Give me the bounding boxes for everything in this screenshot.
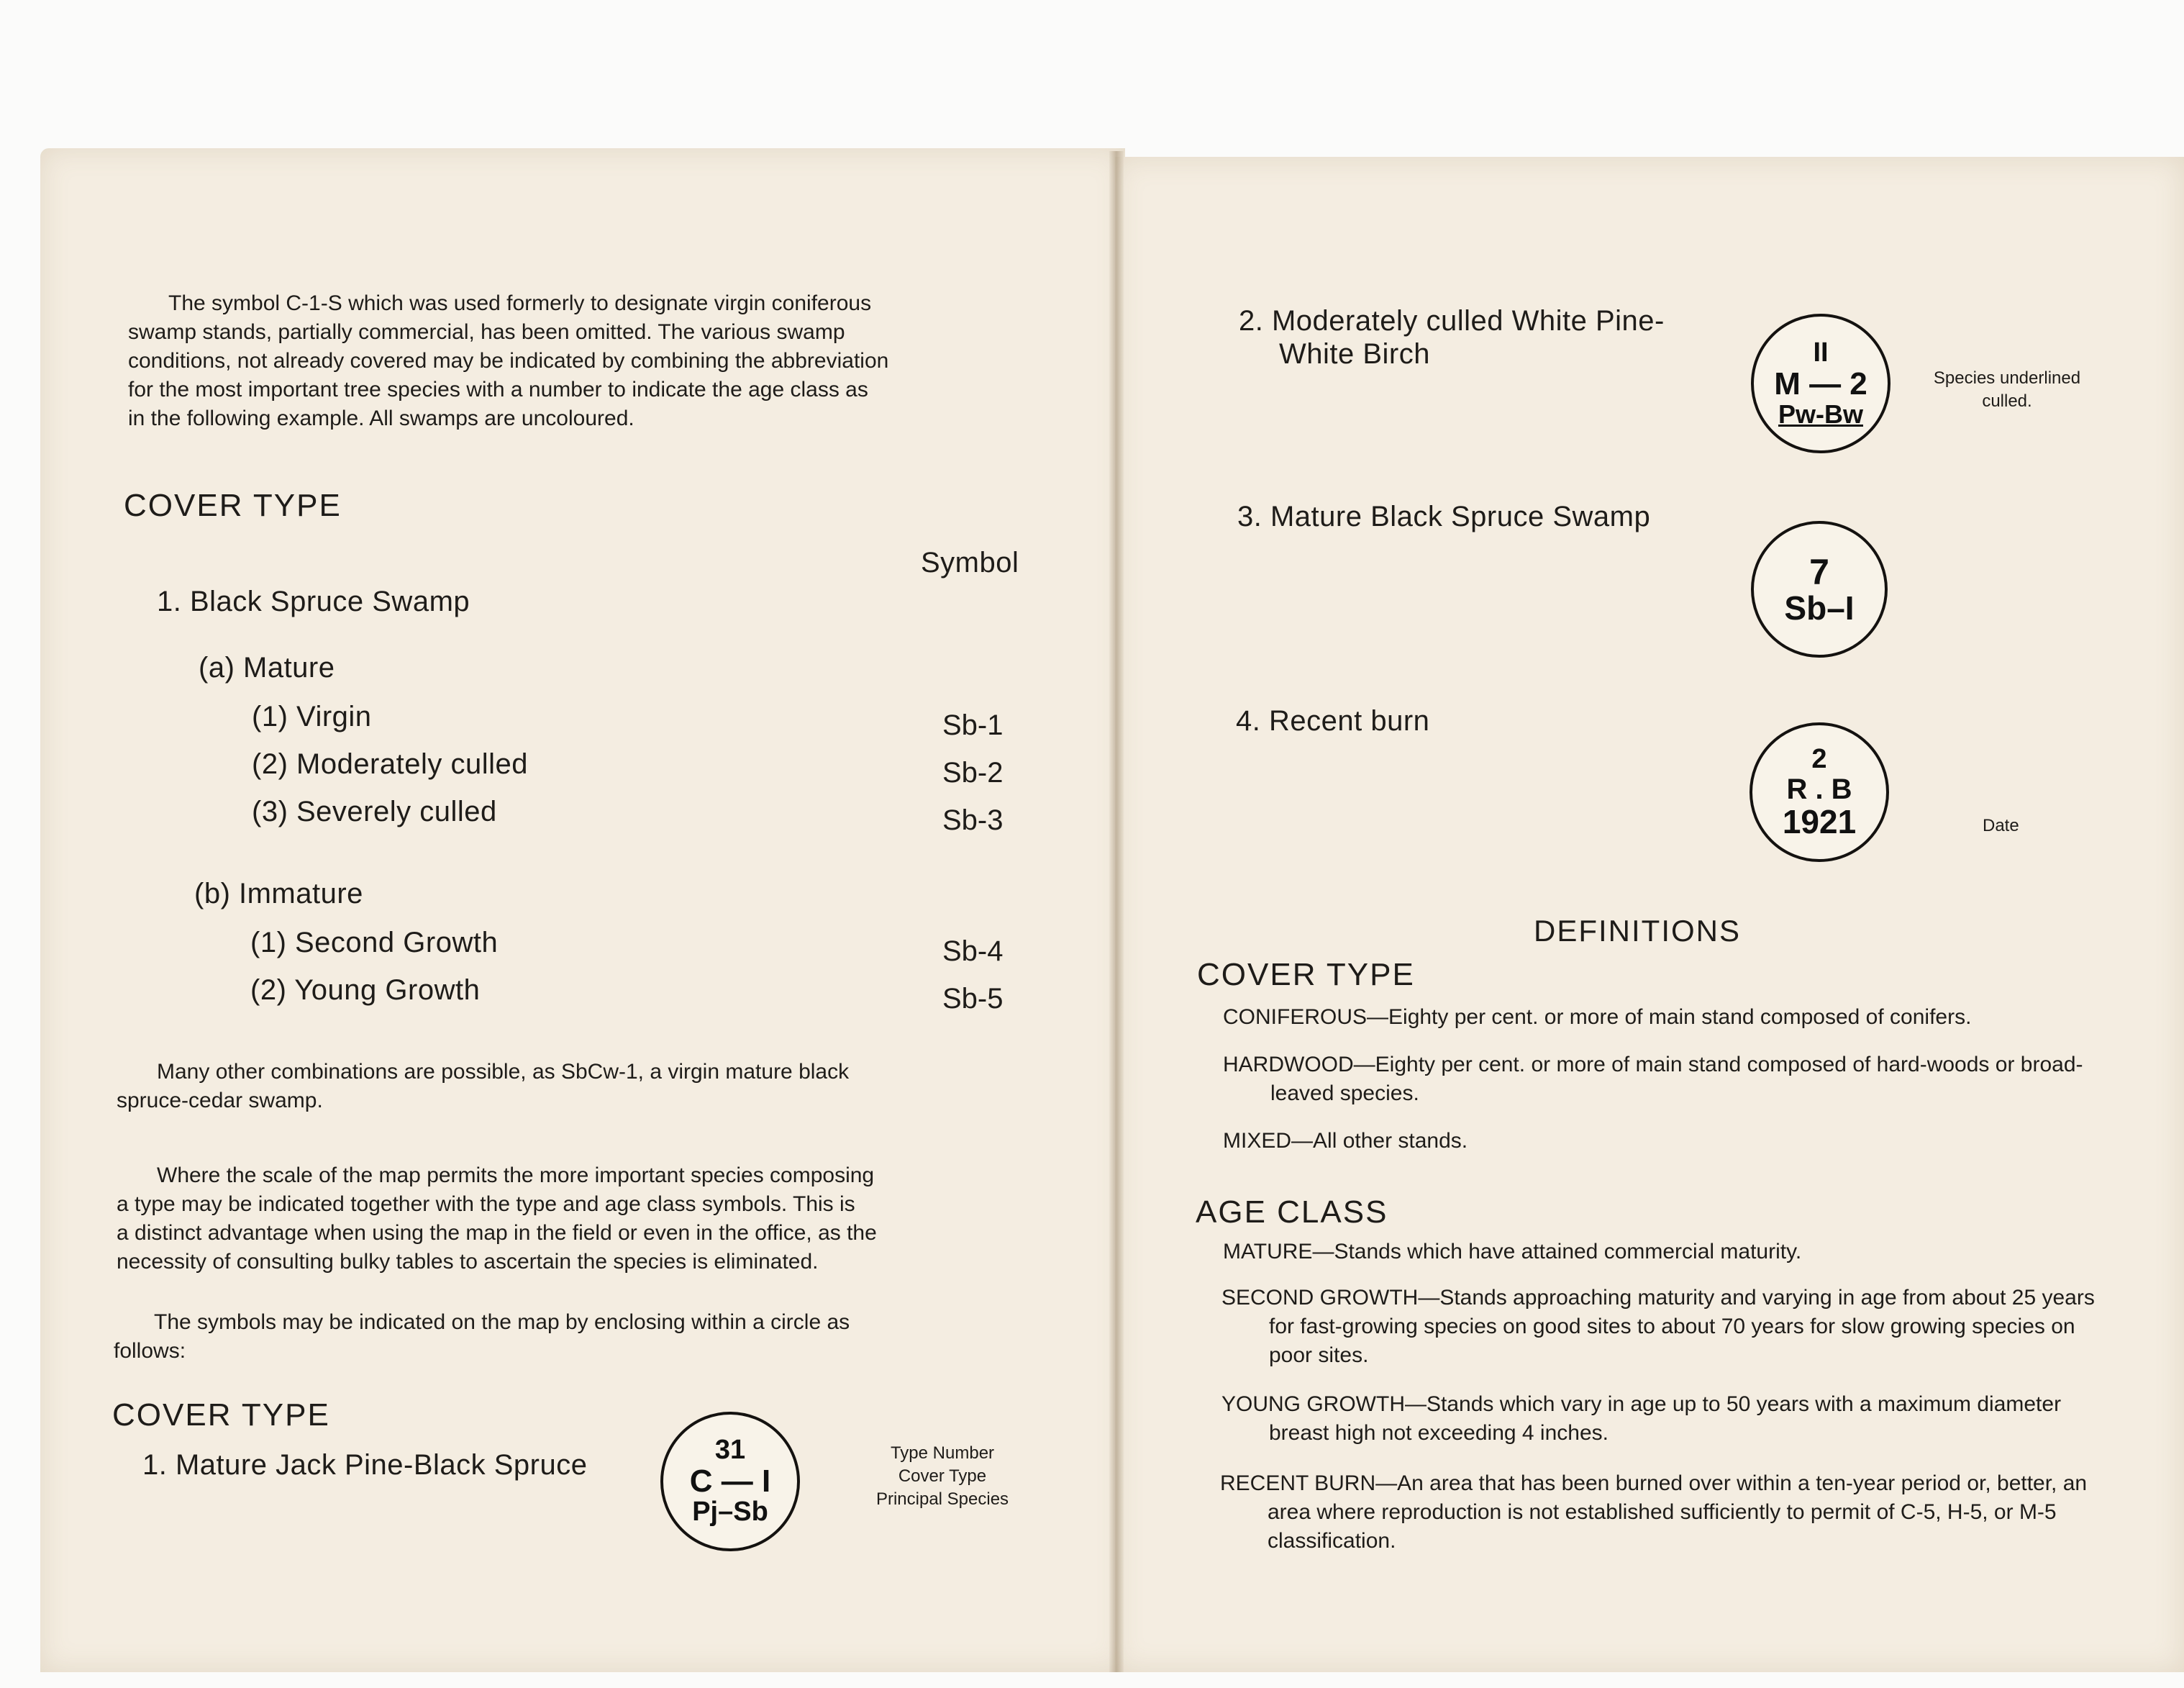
circle-line: 1921 xyxy=(1782,802,1857,840)
definition-term: MIXED xyxy=(1223,1129,1292,1153)
black-spruce-symbol-circle xyxy=(1751,521,1888,658)
row-label: (2) Moderately culled xyxy=(252,748,528,780)
recent-burn-symbol-circle xyxy=(1750,722,1889,862)
black-spruce-swamp-item: 1. Black Spruce Swamp xyxy=(157,586,470,617)
definition-hardwood xyxy=(1223,1051,2101,1108)
circle-line: Pj–Sb xyxy=(692,1497,768,1528)
definition-text: —Stands which vary in age up to 50 years with a maximum diameter breast high not exceeding 4 inches. xyxy=(1269,1392,2062,1445)
row-label: (1) Virgin xyxy=(252,701,372,732)
note-line: Species underlined xyxy=(1933,368,2081,388)
note-line: Cover Type xyxy=(898,1466,987,1486)
para-line: a distinct advantage when using the map in the field or even in the office, as the xyxy=(117,1221,877,1245)
age-class-heading: AGE CLASS xyxy=(1196,1194,1388,1230)
para-line: necessity of consulting bulky tables to ascertain the species is eliminated. xyxy=(117,1250,819,1274)
white-pine-item-cont: White Birch xyxy=(1279,338,1430,370)
intro-line: The symbol C-1-S which was used formerly to designate virgin coniferous xyxy=(168,291,872,315)
circle-line: Sb–I xyxy=(1784,589,1855,627)
mature-subheading: (a) Mature xyxy=(199,652,335,684)
jack-pine-example-item: 1. Mature Jack Pine-Black Spruce xyxy=(142,1449,588,1481)
circle-line: 31 xyxy=(714,1435,746,1466)
row-label: (3) Severely culled xyxy=(252,796,497,827)
immature-subheading: (b) Immature xyxy=(194,878,363,909)
definition-term: CONIFEROUS xyxy=(1223,1005,1368,1029)
circle-line: C — I xyxy=(689,1463,771,1499)
row-symbol: Sb-1 xyxy=(942,709,1004,741)
definition-term: SECOND GROWTH xyxy=(1221,1286,1419,1310)
black-spruce-swamp-item: 3. Mature Black Spruce Swamp xyxy=(1237,501,1651,532)
circle-line: 7 xyxy=(1809,551,1829,592)
circle-line: Pw-Bw xyxy=(1778,399,1863,430)
circle-paragraph xyxy=(114,1308,1020,1366)
underline-note xyxy=(1914,367,2101,413)
definition-coniferous xyxy=(1223,1003,2101,1032)
row-symbol: Sb-5 xyxy=(942,983,1004,1015)
circle-line: 2 xyxy=(1811,743,1827,774)
definition-mature xyxy=(1223,1238,2101,1266)
definition-text: —Stands approaching maturity and varying in age from about 25 years for fast-growing species on good sites to about 70 years for slow growing species on poor sites. xyxy=(1269,1286,2095,1367)
definition-term: YOUNG GROWTH xyxy=(1221,1392,1405,1416)
circle-line: M — 2 xyxy=(1774,366,1867,401)
circle-line: II xyxy=(1813,337,1829,368)
intro-paragraph xyxy=(128,289,1034,433)
row-label: (2) Young Growth xyxy=(250,974,481,1006)
white-pine-symbol-circle xyxy=(1751,314,1890,453)
row-symbol: Sb-4 xyxy=(942,935,1004,967)
definition-recent-burn xyxy=(1220,1469,2098,1556)
definition-term: HARDWOOD xyxy=(1223,1053,1354,1076)
row-symbol: Sb-3 xyxy=(942,804,1004,836)
note-line: Principal Species xyxy=(875,1489,1009,1509)
example-symbol-circle xyxy=(660,1412,800,1551)
scale-paragraph xyxy=(117,1161,1023,1276)
date-note: Date xyxy=(1983,816,2019,835)
para-line: spruce-cedar swamp. xyxy=(117,1089,323,1112)
intro-line: for the most important tree species with a number to indicate the age class as xyxy=(128,378,868,401)
definition-term: MATURE xyxy=(1223,1240,1313,1263)
definition-second-growth xyxy=(1221,1284,2099,1370)
intro-line: in the following example. All swamps are uncoloured. xyxy=(128,407,634,430)
recent-burn-item: 4. Recent burn xyxy=(1236,705,1430,737)
para-line: Where the scale of the map permits the more important species composing xyxy=(157,1163,875,1187)
para-line: Many other combinations are possible, as SbCw-1, a virgin mature black xyxy=(157,1060,850,1084)
note-line: Type Number xyxy=(890,1443,995,1463)
definition-text: —Eighty per cent. or more of main stand composed of conifers. xyxy=(1367,1005,1972,1029)
definition-text: —An area that has been burned over within a ten-year period or, better, an area where reproduction is not established sufficiently to permit of C-5, H-5, or M-5 classification. xyxy=(1268,1471,2088,1553)
intro-line: swamp stands, partially commercial, has been omitted. The various swamp xyxy=(128,320,845,344)
para-line: follows: xyxy=(114,1339,186,1363)
note-line: culled. xyxy=(1982,391,2032,411)
row-label: (1) Second Growth xyxy=(250,927,499,958)
row-symbol: Sb-2 xyxy=(942,757,1004,789)
cover-type-heading-2: COVER TYPE xyxy=(112,1397,330,1433)
symbol-column-heading: Symbol xyxy=(921,547,1019,578)
definitions-heading: DEFINITIONS xyxy=(1534,914,1742,948)
definition-text: —Eighty per cent. or more of main stand composed of hard-woods or broad-leaved species. xyxy=(1270,1053,2083,1105)
definition-mixed xyxy=(1223,1127,2101,1156)
example-notes xyxy=(842,1442,1043,1511)
combinations-paragraph xyxy=(117,1058,1023,1115)
intro-line: conditions, not already covered may be indicated by combining the abbreviation xyxy=(128,349,889,373)
para-line: a type may be indicated together with the type and age class symbols. This is xyxy=(117,1192,855,1216)
definition-term: RECENT BURN xyxy=(1220,1471,1376,1495)
book-spine xyxy=(1109,151,1124,1672)
cover-type-def-heading: COVER TYPE xyxy=(1197,957,1415,992)
definition-text: —Stands which have attained commercial maturity. xyxy=(1312,1240,1802,1263)
cover-type-heading: COVER TYPE xyxy=(124,488,342,523)
definition-text: —All other stands. xyxy=(1291,1129,1468,1153)
white-pine-item: 2. Moderately culled White Pine- xyxy=(1239,305,1665,337)
definition-young-growth xyxy=(1221,1390,2099,1448)
circle-line: R . B xyxy=(1786,773,1852,805)
para-line: The symbols may be indicated on the map by enclosing within a circle as xyxy=(154,1310,850,1334)
